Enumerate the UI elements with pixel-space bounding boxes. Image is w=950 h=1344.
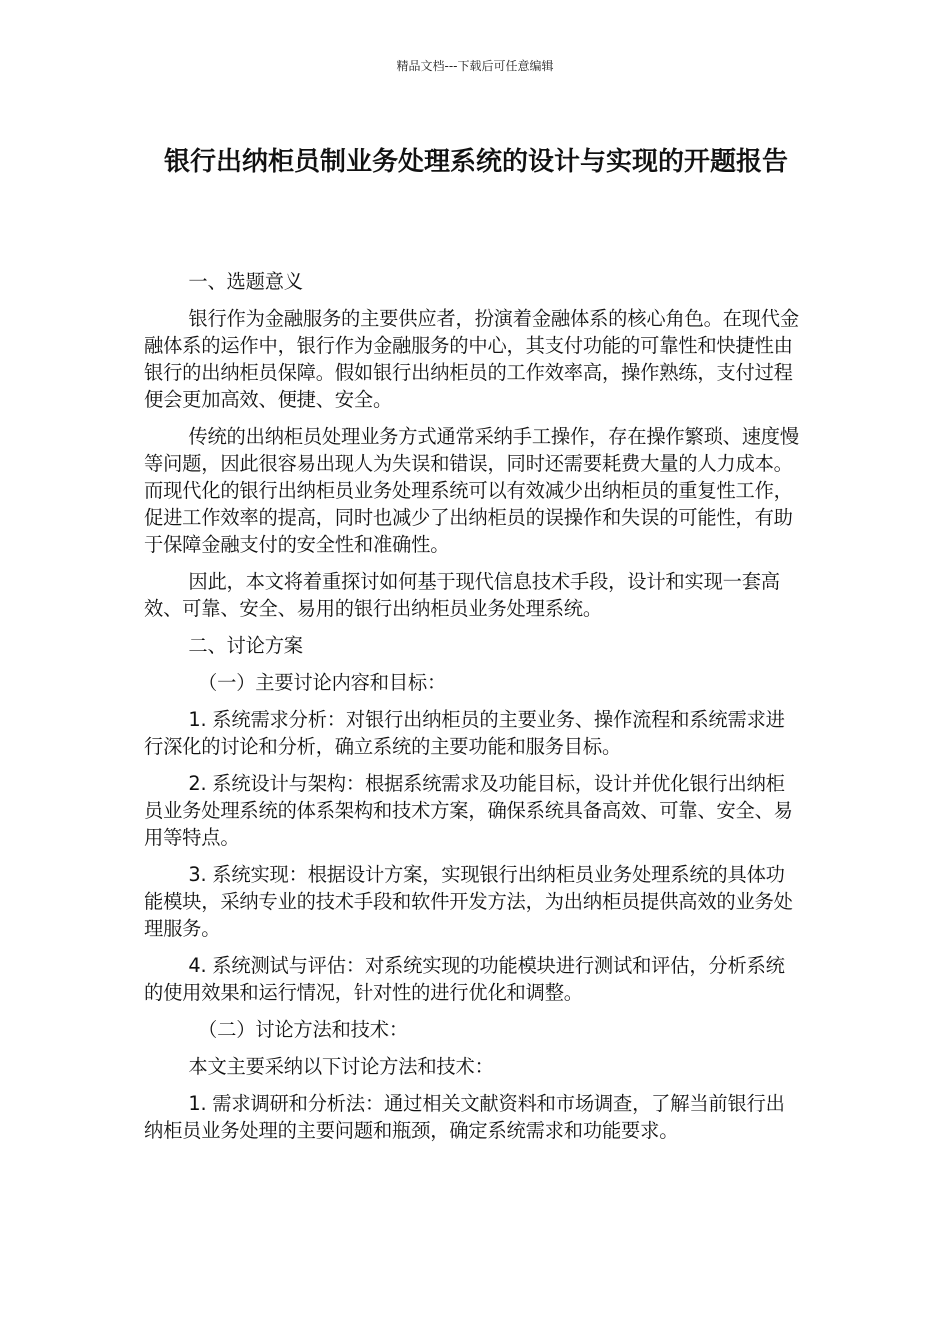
- paragraph: 传统的出纳柜员处理业务方式通常采纳手工操作，存在操作繁琐、速度慢等问题，因此很容易出现人为失误和错误，同时还需要耗费大量的人力成本。而现代化的银行出纳柜员业务处理系统可以有效减少出纳柜员的重复性工作，促进工作效率的提高，同时也减少了出纳柜员的误操作和失误的可能性，有助于保障金融支付的安全性和准确性。: [144, 425, 799, 556]
- paragraph: 因此，本文将着重探讨如何基于现代信息技术手段，设计和实现一套高效、可靠、安全、易用的银行出纳柜员业务处理系统。: [144, 570, 780, 620]
- section-heading-significance: 一、选题意义: [188, 270, 303, 293]
- list-item: 4. 系统测试与评估：对系统实现的功能模块进行测试和评估，分析系统的使用效果和运行情况，针对性的进行优化和调整。: [144, 954, 785, 1004]
- document-title: 银行出纳柜员制业务处理系统的设计与实现的开题报告: [163, 147, 788, 177]
- paragraph: 银行作为金融服务的主要供应者，扮演着金融体系的核心角色。在现代金融体系的运作中，银行作为金融服务的中心，其支付功能的可靠性和快捷性由银行的出纳柜员保障。假如银行出纳柜员的工作效率高，操作熟练，支付过程便会更加高效、便捷、安全。: [144, 307, 799, 411]
- list-item: 1. 需求调研和分析法：通过相关文献资料和市场调查，了解当前银行出纳柜员业务处理的主要问题和瓶颈，确定系统需求和功能要求。: [144, 1092, 785, 1142]
- section-heading-plan: 二、讨论方案: [188, 634, 303, 657]
- header-note: 精品文档---下载后可任意编辑: [396, 59, 554, 73]
- list-item: 1. 系统需求分析：对银行出纳柜员的主要业务、操作流程和系统需求进行深化的讨论和分析，确立系统的主要功能和服务目标。: [144, 708, 785, 758]
- list-item: 2. 系统设计与架构：根据系统需求及功能目标，设计并优化银行出纳柜员业务处理系统的体系架构和技术方案，确保系统具备高效、可靠、安全、易用等特点。: [144, 772, 793, 849]
- subsection-heading-methods: （二）讨论方法和技术：: [198, 1018, 408, 1041]
- document-body: [144, 268, 802, 1154]
- paragraph: 本文主要采纳以下讨论方法和技术：: [188, 1055, 494, 1078]
- subsection-heading-content: （一）主要讨论内容和目标：: [198, 671, 447, 694]
- list-item: 3. 系统实现：根据设计方案，实现银行出纳柜员业务处理系统的具体功能模块，采纳专业的技术手段和软件开发方法，为出纳柜员提供高效的业务处理服务。: [144, 863, 793, 940]
